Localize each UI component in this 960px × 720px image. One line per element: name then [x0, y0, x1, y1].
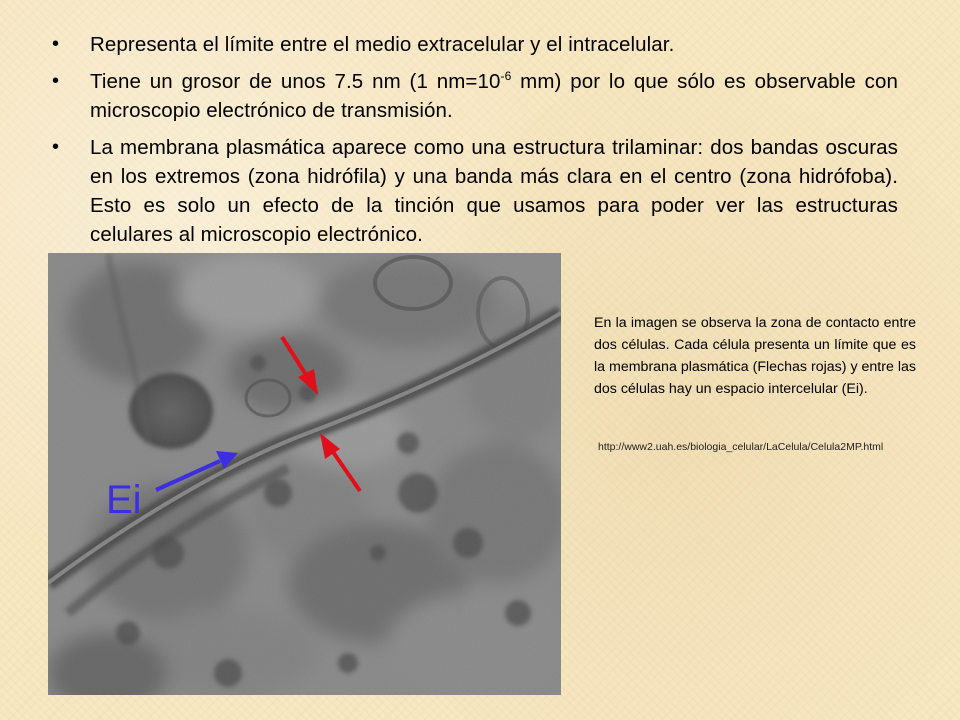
- figure-caption: En la imagen se observa la zona de contacto entre dos células. Cada célula presenta un límite que es la membrana plasmática (Flechas rojas) y entre las dos células hay un espacio intercelular (Ei).: [594, 315, 916, 397]
- bullet-text-part: mm) por lo que sólo es observable con microscopio electrónico de transmisión.: [90, 70, 898, 122]
- micrograph-image: [48, 253, 561, 695]
- bullet-dot: •: [52, 70, 60, 92]
- bullet-dot: •: [52, 136, 60, 158]
- source-link[interactable]: http://www2.uah.es/biologia_celular/LaCelula/Celula2MP.html: [598, 441, 884, 453]
- bullet-item: [50, 67, 898, 125]
- bullet-item: [50, 30, 898, 59]
- bullet-list: [50, 30, 898, 257]
- micrograph-grain: [48, 253, 561, 695]
- bullet-item: [50, 133, 898, 249]
- bullet-dot: •: [52, 33, 60, 55]
- bullet-text-part: Tiene un grosor de unos 7.5 nm (1 nm=10: [90, 70, 501, 93]
- electron-micrograph: [48, 253, 561, 695]
- bullet-text: La membrana plasmática aparece como una estructura trilaminar: dos bandas oscuras en los extremos (zona hidrófila) y una banda más clara en el centro (zona hidrófoba). Esto es solo un efecto de la tinción que usamos para poder ver las estructuras celulares al microscopio electrónico.: [90, 136, 898, 246]
- bullet-text: Representa el límite entre el medio extracelular y el intracelular.: [90, 33, 675, 56]
- ei-label: Ei: [106, 478, 142, 522]
- exponent: -6: [500, 69, 512, 84]
